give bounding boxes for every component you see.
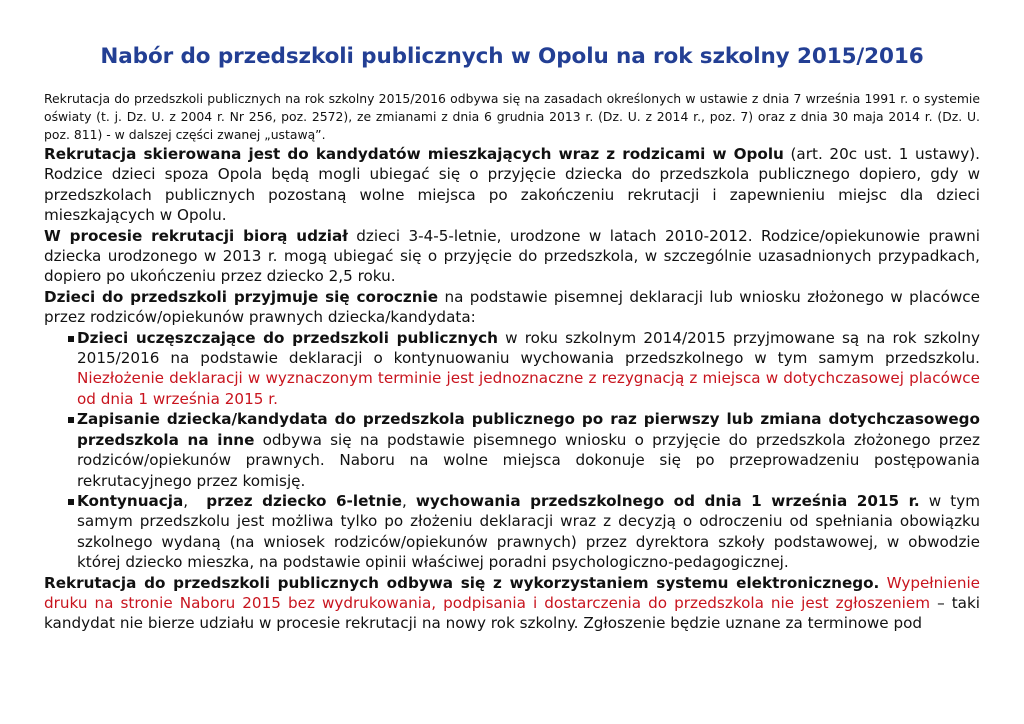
square-bullet-icon: [68, 417, 74, 423]
admission-rules-list: [44, 328, 980, 573]
paragraph-electronic-system: [44, 573, 980, 634]
list-item: [44, 328, 980, 410]
paragraph-electronic-system-text: – taki kandydat nie bierze udziału w procesie rekrutacji na nowy rok szkolny. Zgłoszenie będzie uznane za terminowe pod: [44, 593, 980, 633]
list-item-lead-3: wychowania przedszkolnego od dnia 1 września 2015 r.: [415, 491, 920, 510]
list-item: [44, 409, 980, 491]
list-item-text: odbywa się na podstawie pisemnego wniosku o przyjęcie do przedszkola złożonego przez rodziców/opiekunów prawnych. Naboru na wolne miejsca dokonuje się po przeprowadzeniu postępowania rekrutacyjnego przez komisję.: [77, 430, 980, 490]
paragraph-annual-admission: [44, 287, 980, 328]
document-body: [44, 90, 980, 634]
list-item-separator: ,: [183, 491, 207, 510]
paragraph-annual-admission-lead: Dzieci do przedszkoli przyjmuje się corocznie: [44, 287, 439, 306]
paragraph-electronic-system-lead: Rekrutacja do przedszkoli publicznych odbywa się z wykorzystaniem systemu elektronicznego.: [44, 573, 880, 592]
intro-paragraph: Rekrutacja do przedszkoli publicznych na rok szkolny 2015/2016 odbywa się na zasadach określonych w ustawie z dnia 7 września 1991 r. o systemie oświaty (t. j. Dz. U. z 2004 r. Nr 256, poz. 2572), ze zmianami z dnia 6 grudnia 2013 r. (Dz. U. z 2014 r., poz. 7) oraz z dnia 30 maja 2014 r. (Dz. U. poz. 811) - w dalszej części zwanej „ustawą”.: [44, 91, 980, 142]
list-item-text: w tym samym przedszkolu jest możliwa tylko po złożeniu deklaracji wraz z decyzją o odroczeniu od spełniania obowiązku szkolnego wydaną (na wniosek rodziców/opiekunów prawnych) przez dyrektora szkoły podstawowej, w obwodzie której dziecko mieszka, na podstawie opinii właściwej poradni psychologiczno-pedagogicznej.: [77, 491, 980, 572]
list-item: [44, 491, 980, 573]
paragraph-annual-admission-text: na podstawie pisemnej deklaracji lub wniosku złożonego w placówce przez rodziców/opiekunów prawnych dziecka/kandydata:: [44, 287, 980, 327]
list-item-lead: Dzieci uczęszczające do przedszkoli publicznych: [77, 328, 498, 347]
paragraph-residence-lead: Rekrutacja skierowana jest do kandydatów mieszkających wraz z rodzicami w Opolu: [44, 145, 784, 163]
paragraph-participants-text: dzieci 3-4-5-letnie, urodzone w latach 2010-2012. Rodzice/opiekunowie prawni dziecka urodzonego w 2013 r. mogą ubiegać się o przyjęcie do przedszkola, w szczególnie uzasadnionych przypadkach, dopiero po ukończeniu przez dziecko 2,5 roku.: [44, 226, 980, 286]
paragraph-electronic-system-warning: Wypełnienie druku na stronie Naboru 2015 bez wydrukowania, podpisania i dostarczenia do przedszkola nie jest zgłoszeniem: [44, 573, 980, 612]
paragraph-participants-lead: W procesie rekrutacji biorą udział: [44, 226, 348, 245]
list-item-warning: Niezłożenie deklaracji w wyznaczonym terminie jest jednoznaczne z rezygnacją z miejsca w dotychczasowej placówce od dnia 1 września 2015 r.: [77, 369, 980, 408]
document-page: [44, 0, 980, 724]
paragraph-residence: [44, 144, 980, 226]
list-item-lead: Zapisanie dziecka/kandydata do przedszkola publicznego po raz pierwszy lub zmiana dotychczasowego przedszkola na inne: [77, 410, 980, 449]
page-title: Nabór do przedszkoli publicznych w Opolu na rok szkolny 2015/2016: [100, 44, 924, 69]
square-bullet-icon: [68, 499, 74, 505]
list-item-lead: Kontynuacja: [77, 491, 184, 510]
list-item-separator-2: ,: [401, 491, 416, 510]
list-item-text: w roku szkolnym 2014/2015 przyjmowane są na rok szkolny 2015/2016 na podstawie deklaracji o kontynuowaniu wychowania przedszkolnego w tym samym przedszkolu.: [77, 328, 980, 368]
list-item-lead-2: przez dziecko 6-letnie: [206, 491, 402, 510]
paragraph-participants: [44, 226, 980, 287]
square-bullet-icon: [68, 336, 74, 342]
paragraph-residence-text: (art. 20c ust. 1 ustawy). Rodzice dzieci spoza Opola będą mogli ubiegać się o przyjęcie dziecka do przedszkola publicznego dopiero, gdy w przedszkolach publicznych pozostaną wolne miejsca po zakończeniu rekrutacji i zapewnieniu miejsc dla dzieci mieszkających w Opolu.: [44, 145, 980, 225]
